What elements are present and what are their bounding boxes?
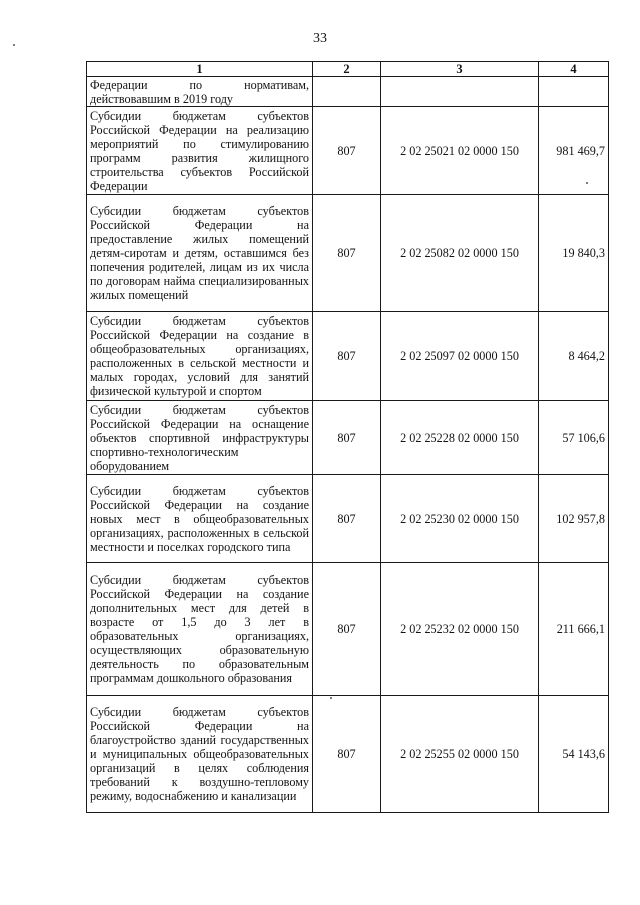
table-row <box>87 401 609 475</box>
row-admin-code: 807 <box>313 696 381 813</box>
row-description: Субсидии бюджетам субъектов Российской Федерации на реализацию мероприятий по стимулированию программ развития жилищного строительства субъектов Российской Федерации <box>87 107 313 195</box>
row-budget-code: 2 02 25082 02 0000 150 <box>381 195 539 312</box>
table-row <box>87 77 609 107</box>
table-row <box>87 563 609 696</box>
row-description: Федерации по нормативам, действовавшим в 2019 году <box>87 77 313 107</box>
table-row <box>87 195 609 312</box>
row-budget-code <box>381 77 539 107</box>
column-header-4: 4 <box>539 62 609 77</box>
row-description: Субсидии бюджетам субъектов Российской Федерации на благоустройство зданий государственных и муниципальных общеобразовательных организаций в целях соблюдения требований к воздушно-тепловому режиму, водоснабжению и канализации <box>87 696 313 813</box>
row-admin-code: 807 <box>313 107 381 195</box>
table-row <box>87 107 609 195</box>
row-description: Субсидии бюджетам субъектов Российской Федерации на создание дополнительных мест для детей в возрасте от 1,5 до 3 лет в образовательных организациях, осуществляющих образовательную деятельность по образовательным программам дошкольного образования <box>87 563 313 696</box>
row-budget-code: 2 02 25232 02 0000 150 <box>381 563 539 696</box>
column-header-1: 1 <box>87 62 313 77</box>
row-amount: 19 840,3 <box>539 195 609 312</box>
row-admin-code <box>313 77 381 107</box>
table-row <box>87 475 609 563</box>
row-amount: 211 666,1 <box>539 563 609 696</box>
scan-speck <box>330 697 332 699</box>
row-budget-code: 2 02 25230 02 0000 150 <box>381 475 539 563</box>
table-row <box>87 696 609 813</box>
row-description: Субсидии бюджетам субъектов Российской Федерации на предоставление жилых помещений детям-сиротам и детям, оставшимся без попечения родителей, лицам из их числа по договорам найма специализированных жилых помещений <box>87 195 313 312</box>
row-description: Субсидии бюджетам субъектов Российской Федерации на оснащение объектов спортивной инфраструктуры спортивно-технологическим оборудованием <box>87 401 313 475</box>
column-header-3: 3 <box>381 62 539 77</box>
budget-table <box>86 61 609 813</box>
row-budget-code: 2 02 25228 02 0000 150 <box>381 401 539 475</box>
column-header-2: 2 <box>313 62 381 77</box>
header-row <box>87 62 609 77</box>
row-amount <box>539 77 609 107</box>
row-amount: 54 143,6 <box>539 696 609 813</box>
row-admin-code: 807 <box>313 195 381 312</box>
row-budget-code: 2 02 25255 02 0000 150 <box>381 696 539 813</box>
row-admin-code: 807 <box>313 563 381 696</box>
row-description: Субсидии бюджетам субъектов Российской Федерации на создание в общеобразовательных организациях, расположенных в сельской местности и малых городах, условий для занятий физической культурой и спортом <box>87 312 313 401</box>
scan-speck <box>586 182 588 184</box>
row-amount: 8 464,2 <box>539 312 609 401</box>
row-admin-code: 807 <box>313 312 381 401</box>
row-admin-code: 807 <box>313 475 381 563</box>
row-budget-code: 2 02 25097 02 0000 150 <box>381 312 539 401</box>
row-amount: 57 106,6 <box>539 401 609 475</box>
row-description: Субсидии бюджетам субъектов Российской Федерации на создание новых мест в общеобразовательных организациях, расположенных в сельской местности и поселках городского типа <box>87 475 313 563</box>
page-number: 33 <box>313 31 327 46</box>
row-budget-code: 2 02 25021 02 0000 150 <box>381 107 539 195</box>
row-amount: 102 957,8 <box>539 475 609 563</box>
row-admin-code: 807 <box>313 401 381 475</box>
scan-speck <box>13 44 15 46</box>
row-amount: 981 469,7 <box>539 107 609 195</box>
table-row <box>87 312 609 401</box>
